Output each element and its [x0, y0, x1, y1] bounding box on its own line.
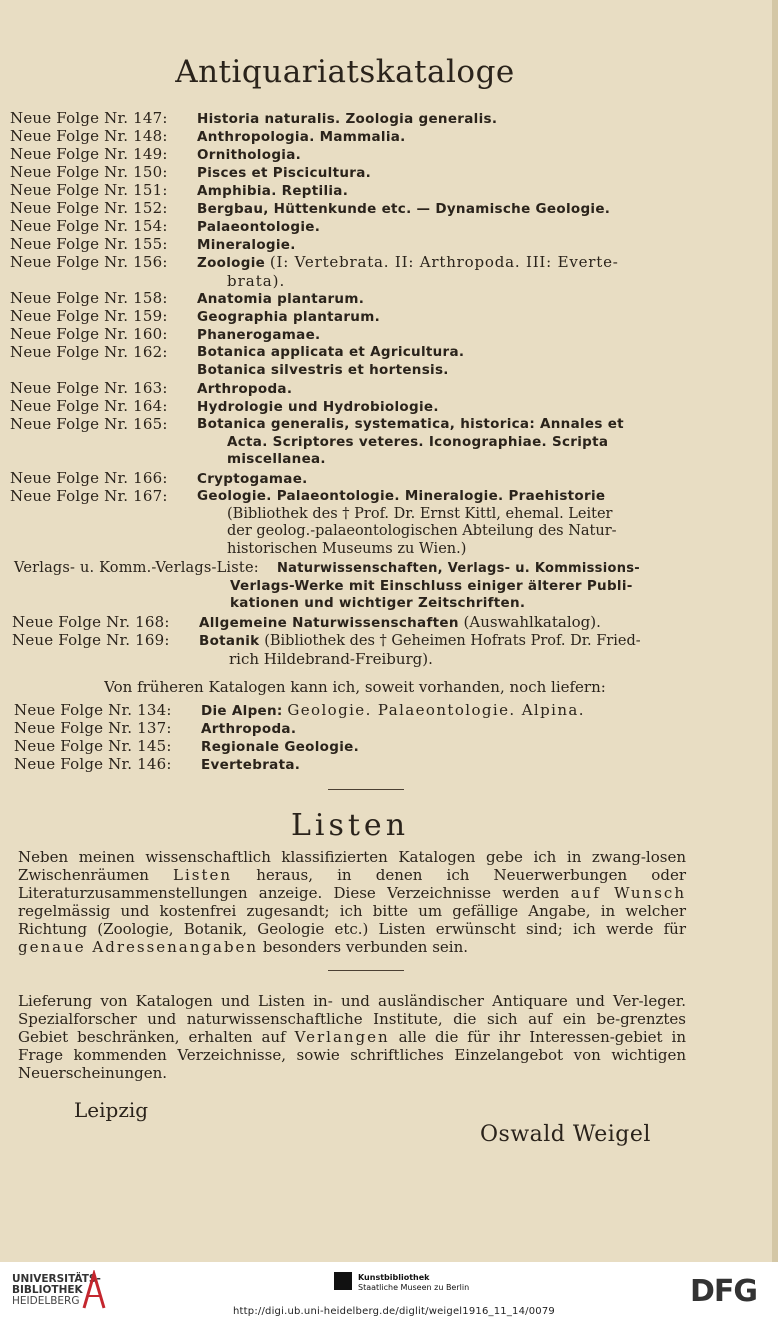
catalog-entry-166: Neue Folge Nr. 166: Cryptogamae. — [10, 469, 308, 487]
catalog-entry-169: Neue Folge Nr. 169: Botanik (Bibliothek des † Geheimen Hofrats Prof. Dr. Fried- rich Hildebrand-Freiburg). — [12, 631, 641, 668]
catalog-entry-165: Neue Folge Nr. 165: Botanica generalis, systematica, historica: Annales et Acta. Scriptores veteres. Iconographiae. Scripta miscellanea. — [10, 415, 624, 467]
catalog-entry-159: Neue Folge Nr. 159: Geographia plantarum. — [10, 307, 380, 325]
section-title-listen: Listen — [290, 808, 410, 843]
divider — [328, 789, 404, 790]
divider — [328, 970, 404, 971]
catalog-entry-167: Neue Folge Nr. 167: Geologie. Palaeontologie. Mineralogie. Praehistorie (Bibliothek des † Prof. Dr. Ernst Kittl, ehemal. Leiter der geolog.-palaeontologischen Abteilung des Natur- historischen Museums zu Wien.) — [10, 487, 617, 557]
catalog-entry-154: Neue Folge Nr. 154: Palaeontologie. — [10, 217, 321, 235]
catalog-entry-151: Neue Folge Nr. 151: Amphibia. Reptilia. — [10, 181, 349, 199]
kunstbibliothek-logo-icon — [334, 1272, 352, 1290]
lieferung-paragraph: Lieferung von Katalogen und Listen in- und ausländischer Antiquare und Ver-leger. Spezialforscher und naturwissenschaftliche Institute, die sich auf ein be-grenztes Gebiet beschränken, erhalten auf Verlangen alle die für ihr Interessen-gebiet in Frage kommenden Verzeichnisse, sowie schriftliches Einzelangebot von wichtigen Neuerscheinungen. — [18, 992, 687, 1082]
catalog-entry-164: Neue Folge Nr. 164: Hydrologie und Hydrobiologie. — [10, 397, 439, 415]
catalog-entry-150: Neue Folge Nr. 150: Pisces et Piscicultura. — [10, 163, 372, 181]
catalog-entry-147: Neue Folge Nr. 147: Historia naturalis. Zoologia generalis. — [10, 109, 498, 127]
catalog-entry-162: Neue Folge Nr. 162: Botanica applicata et Agricultura. Botanica silvestris et hortensis. — [10, 343, 465, 378]
dfg-logo[interactable]: DFG — [690, 1274, 758, 1309]
earlier-entry-146: Neue Folge Nr. 146: Evertebrata. — [14, 755, 301, 773]
place-name: Leipzig — [74, 1098, 149, 1122]
catalog-entry-152: Neue Folge Nr. 152: Bergbau, Hüttenkunde etc. — Dynamische Geologie. — [10, 199, 611, 217]
catalog-entry-168: Neue Folge Nr. 168: Allgemeine Naturwissenschaften (Auswahlkatalog). — [12, 613, 601, 631]
heidelberg-library-logo[interactable]: UNIVERSITÄTS- BIBLIOTHEK HEIDELBERG — [12, 1273, 101, 1307]
heidelberg-logo-mark-icon — [80, 1270, 108, 1312]
page-title: Antiquariatskataloge — [175, 54, 515, 90]
earlier-entry-134: Neue Folge Nr. 134: Die Alpen: Geologie. Palaeontologie. Alpina. — [14, 701, 585, 719]
catalog-entry-163: Neue Folge Nr. 163: Arthropoda. — [10, 379, 293, 397]
catalog-entry-148: Neue Folge Nr. 148: Anthropologia. Mammalia. — [10, 127, 406, 145]
catalog-entry-158: Neue Folge Nr. 158: Anatomia plantarum. — [10, 289, 365, 307]
source-url[interactable]: http://digi.ub.uni-heidelberg.de/diglit/weigel1916_11_14/0079 — [233, 1306, 555, 1317]
earlier-entry-137: Neue Folge Nr. 137: Arthropoda. — [14, 719, 297, 737]
catalog-entry-160: Neue Folge Nr. 160: Phanerogamae. — [10, 325, 321, 343]
kunstbibliothek-logo[interactable]: Kunstbibliothek Staatliche Museen zu Berlin — [358, 1273, 470, 1292]
catalog-entry-156: Neue Folge Nr. 156: Zoologie (I: Vertebrata. II: Arthropoda. III: Everte- brata). — [10, 253, 619, 290]
page-edge — [772, 0, 778, 1262]
catalog-entry-155: Neue Folge Nr. 155: Mineralogie. — [10, 235, 296, 253]
listen-paragraph: Neben meinen wissenschaftlich klassifizierten Katalogen gebe ich in zwang-losen Zwischenräumen Listen heraus, in denen ich Neuerwerbungen oder Literaturzusammenstellungen anzeige. Diese Verzeichnisse werden auf Wunsch regelmässig und kostenfrei zugesandt; ich bitte um gefällige Angabe, in welcher Richtung (Zoologie, Botanik, Geologie etc.) Listen erwünscht sind; ich werde für genaue Adressenangaben besonders verbunden sein. — [18, 848, 686, 956]
earlier-entry-145: Neue Folge Nr. 145: Regionale Geologie. — [14, 737, 360, 755]
catalog-entry-149: Neue Folge Nr. 149: Ornithologia. — [10, 145, 302, 163]
publisher-name: Oswald Weigel — [480, 1122, 651, 1147]
verlags-liste-entry: Verlags- u. Komm.-Verlags-Liste: Naturwissenschaften, Verlags- u. Kommissions- Verlags-Werke mit Einschluss einiger älterer Publi- kationen und wichtiger Zeitschriften. — [14, 560, 640, 611]
earlier-catalogs-intro: Von früheren Katalogen kann ich, soweit vorhanden, noch liefern: — [104, 678, 606, 696]
